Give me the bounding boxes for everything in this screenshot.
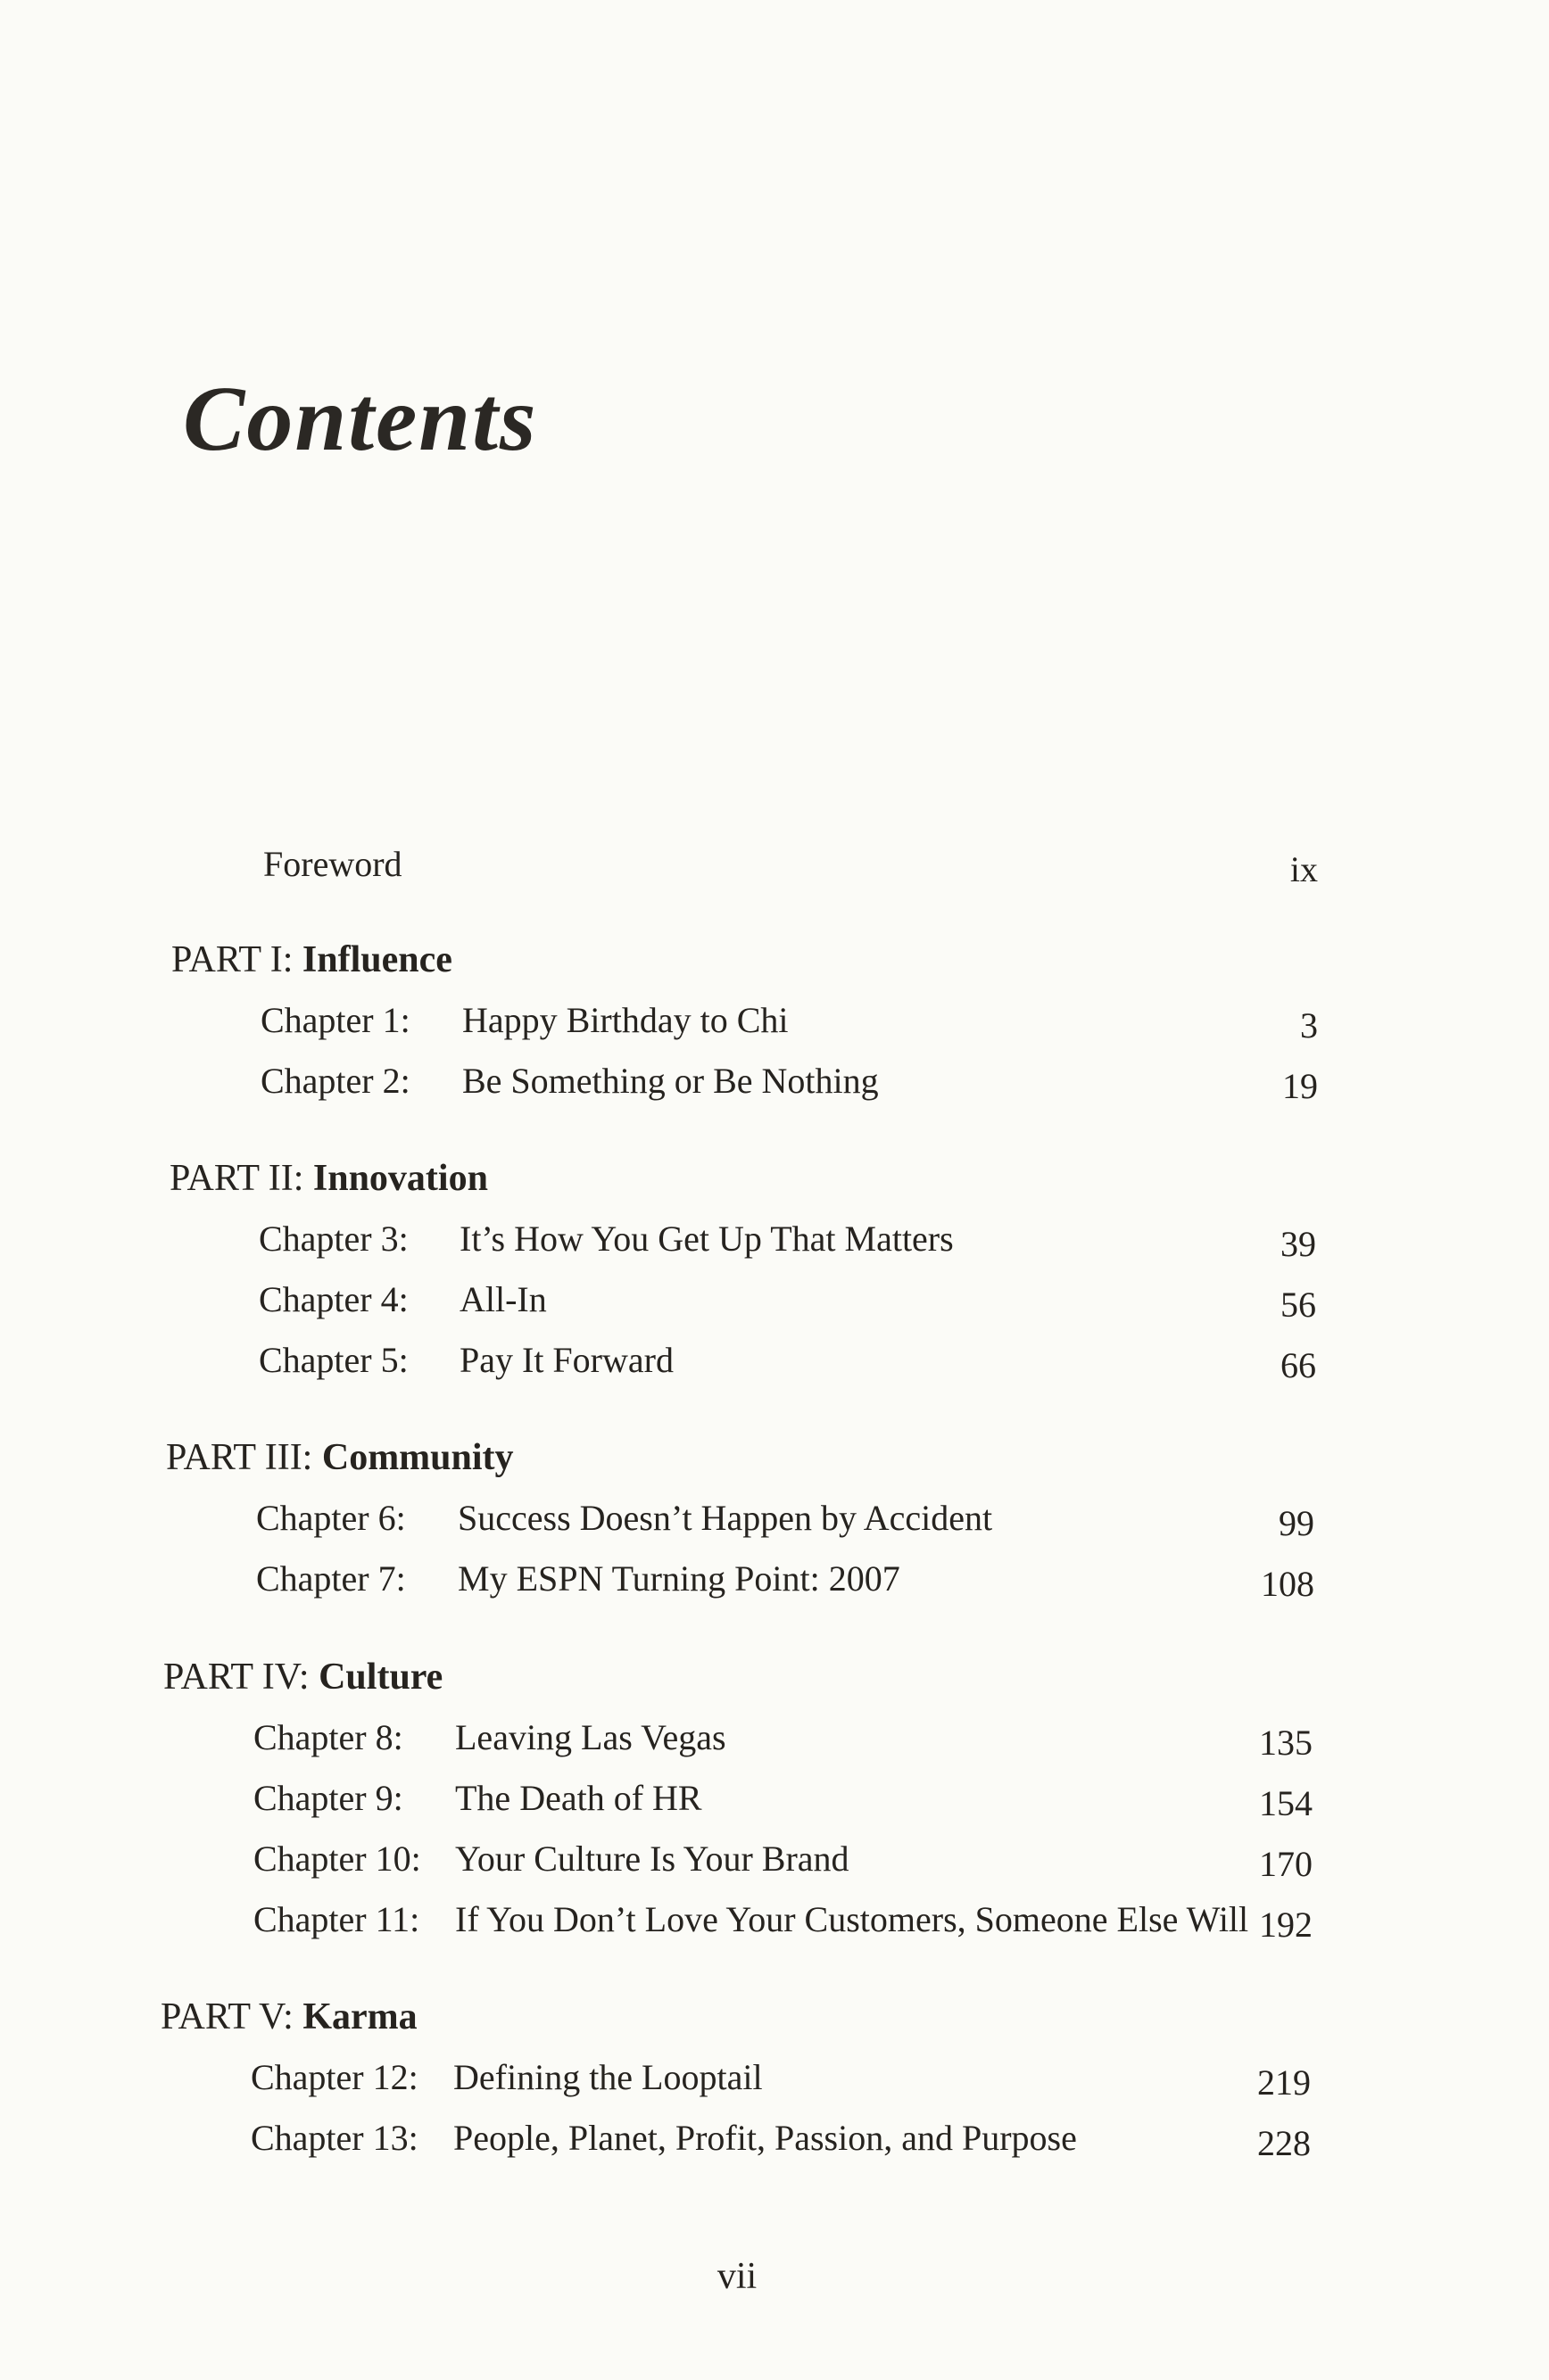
chapter-title: Your Culture Is Your Brand xyxy=(455,1839,849,1879)
part-heading xyxy=(161,1996,418,2038)
chapter-page: 19 xyxy=(1282,1066,1318,1106)
page-title: Contents xyxy=(183,368,538,470)
chapter-title: Be Something or Be Nothing xyxy=(462,1061,879,1101)
chapter-page: 3 xyxy=(1300,1005,1318,1045)
chapter-label: Chapter 12: xyxy=(251,2057,418,2097)
part-name: Influence xyxy=(302,939,452,980)
chapter-page: 99 xyxy=(1279,1503,1314,1543)
part-label: PART I: xyxy=(171,939,294,980)
toc-part-row xyxy=(0,1157,1549,1211)
chapter-page: 135 xyxy=(1259,1723,1313,1763)
chapter-title: My ESPN Turning Point: 2007 xyxy=(458,1558,900,1599)
chapter-label: Chapter 3: xyxy=(259,1219,409,1259)
chapter-title: The Death of HR xyxy=(455,1778,702,1818)
chapter-page: 56 xyxy=(1280,1285,1316,1325)
part-name: Culture xyxy=(319,1657,443,1698)
chapter-label: Chapter 5: xyxy=(259,1340,409,1380)
chapter-title: Happy Birthday to Chi xyxy=(462,1000,789,1040)
part-label: PART V: xyxy=(161,1996,294,2037)
chapter-page: 154 xyxy=(1259,1783,1313,1823)
chapter-title: If You Don’t Love Your Customers, Someone Else Will xyxy=(455,1899,1249,1939)
chapter-page: 192 xyxy=(1259,1905,1313,1945)
chapter-title: Defining the Looptail xyxy=(453,2057,763,2097)
toc-chapter-row xyxy=(0,1716,1549,1770)
toc-chapter-row xyxy=(0,1497,1549,1550)
part-label: PART II: xyxy=(170,1158,304,1199)
part-name: Innovation xyxy=(312,1158,488,1199)
part-name: Community xyxy=(321,1437,514,1478)
toc-chapter-row xyxy=(0,2117,1549,2170)
chapter-label: Chapter 11: xyxy=(253,1899,420,1939)
toc-chapter-row xyxy=(0,1278,1549,1332)
chapter-page: 228 xyxy=(1257,2123,1311,2163)
chapter-label: Chapter 2: xyxy=(261,1061,410,1101)
toc-chapter-row xyxy=(0,2056,1549,2110)
part-heading xyxy=(163,1656,443,1698)
part-label: PART IV: xyxy=(163,1657,310,1698)
toc-part-row xyxy=(0,1656,1549,1709)
chapter-label: Chapter 13: xyxy=(251,2118,418,2158)
chapter-title: Pay It Forward xyxy=(460,1340,674,1380)
chapter-title: All-In xyxy=(460,1279,547,1319)
chapter-title: It’s How You Get Up That Matters xyxy=(460,1219,954,1259)
toc-chapter-row xyxy=(0,1060,1549,1113)
chapter-title: Success Doesn’t Happen by Accident xyxy=(458,1498,993,1538)
toc-chapter-row xyxy=(0,1838,1549,1891)
part-label: PART III: xyxy=(166,1437,313,1478)
part-heading xyxy=(166,1436,514,1479)
chapter-label: Chapter 9: xyxy=(253,1778,403,1818)
foreword-label: Foreword xyxy=(263,844,402,884)
chapter-title: People, Planet, Profit, Passion, and Purpose xyxy=(453,2118,1077,2158)
part-heading xyxy=(171,938,452,981)
toc-chapter-row xyxy=(0,1339,1549,1392)
page-number: vii xyxy=(717,2256,758,2297)
chapter-page: 108 xyxy=(1261,1564,1314,1604)
toc-chapter-row xyxy=(0,1558,1549,1611)
chapter-label: Chapter 6: xyxy=(256,1498,406,1538)
chapter-label: Chapter 1: xyxy=(261,1000,410,1040)
chapter-page: 39 xyxy=(1280,1224,1316,1264)
toc-part-row xyxy=(0,1436,1549,1490)
chapter-page: 66 xyxy=(1280,1345,1316,1385)
chapter-page: 219 xyxy=(1257,2062,1311,2103)
chapter-label: Chapter 8: xyxy=(253,1717,403,1757)
toc-part-row xyxy=(0,1996,1549,2049)
toc-chapter-row xyxy=(0,1777,1549,1830)
toc-chapter-row xyxy=(0,1898,1549,1952)
chapter-title: Leaving Las Vegas xyxy=(455,1717,726,1757)
chapter-page: 170 xyxy=(1259,1844,1313,1884)
foreword-page: ix xyxy=(1289,849,1318,889)
chapter-label: Chapter 4: xyxy=(259,1279,409,1319)
part-name: Karma xyxy=(302,1996,418,2037)
toc-foreword-row xyxy=(0,843,1549,897)
chapter-label: Chapter 10: xyxy=(253,1839,421,1879)
toc-part-row xyxy=(0,938,1549,992)
toc-chapter-row xyxy=(0,1218,1549,1271)
toc-chapter-row xyxy=(0,999,1549,1053)
chapter-label: Chapter 7: xyxy=(256,1558,406,1599)
part-heading xyxy=(170,1157,488,1200)
